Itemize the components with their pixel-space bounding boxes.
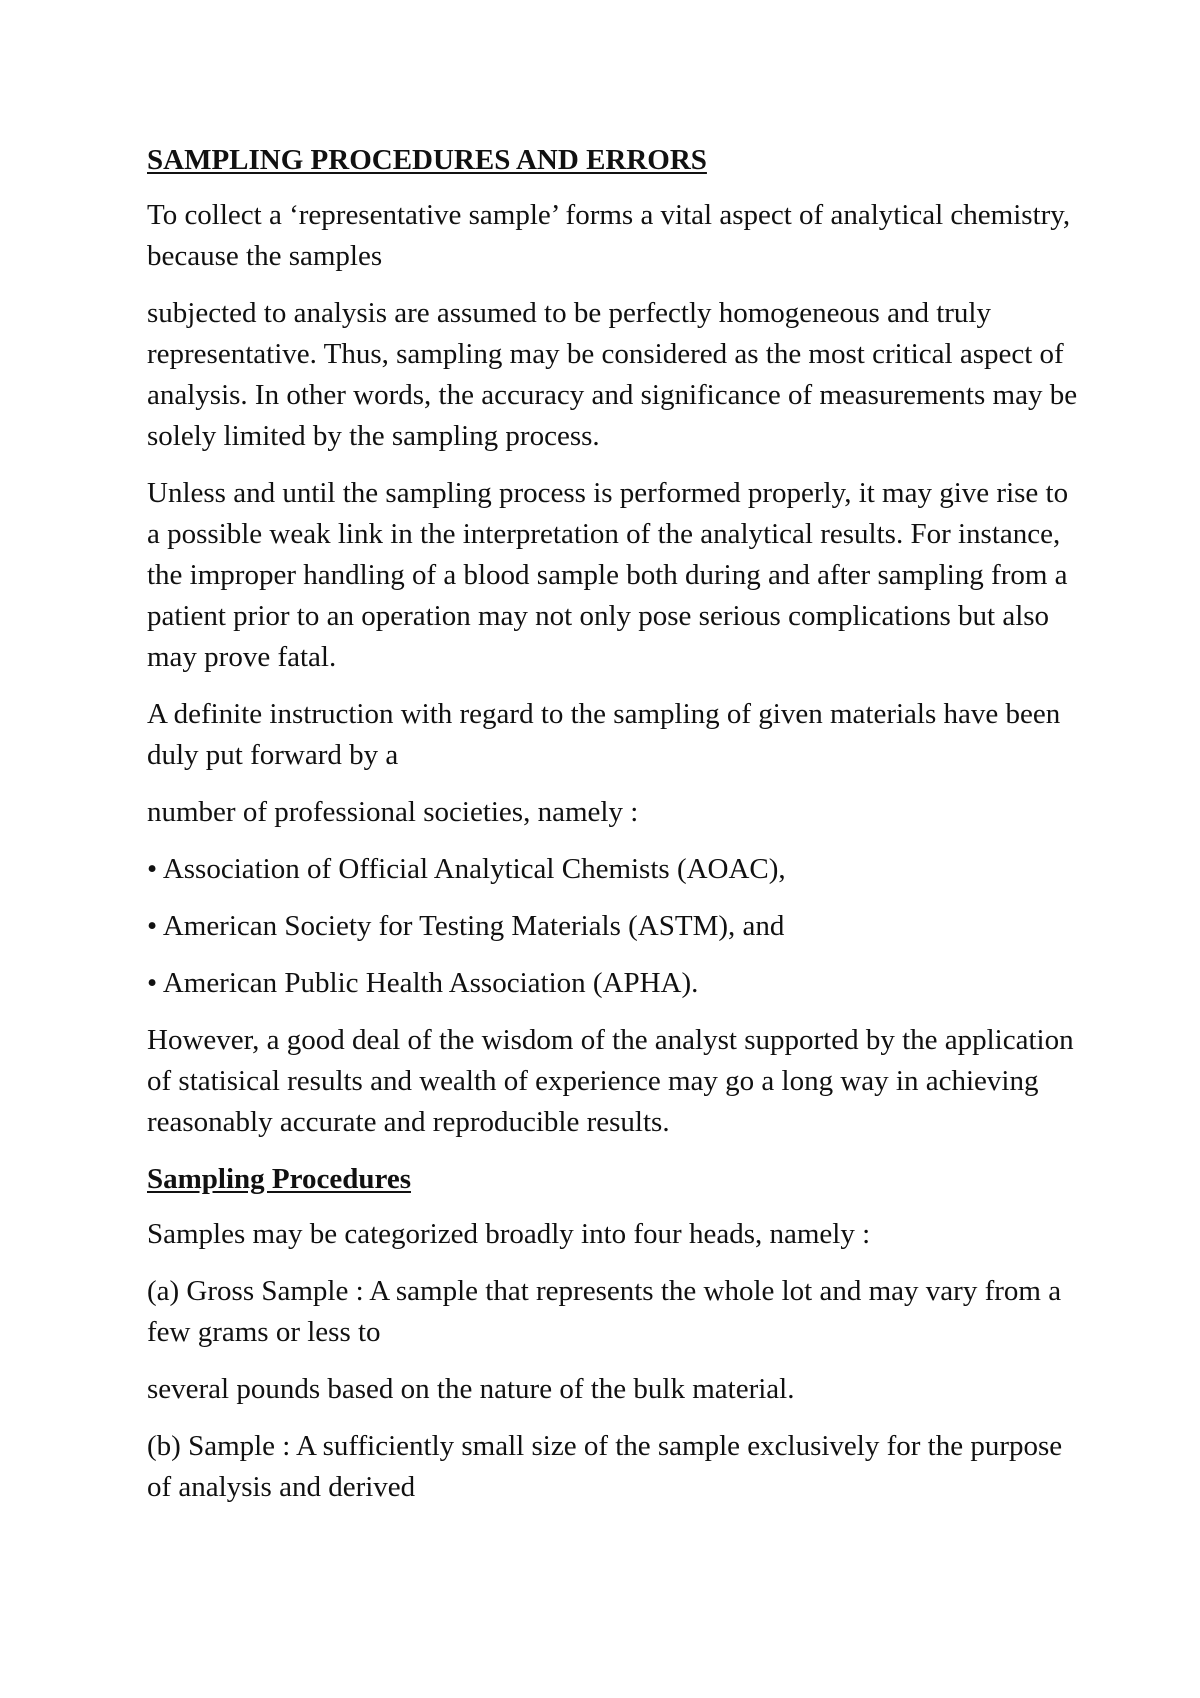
bullet-item-aoac (147, 849, 1082, 890)
paragraph-section-1: Samples may be categorized broadly into four heads, namely : (147, 1218, 871, 1250)
bullet-text: American Public Health Association (APHA). (162, 967, 699, 999)
paragraph-intro-2: subjected to analysis are assumed to be perfectly homogeneous and truly representative. Thus, sampling may be considered as the most critical aspect of analysis. In other words, the accuracy and significance of measurements may be solely limited by the sampling process. (147, 297, 1078, 452)
document-title: SAMPLING PROCEDURES AND ERRORS (147, 144, 707, 176)
bullet-item-astm (147, 906, 1082, 947)
document-page (147, 140, 1082, 1524)
paragraph-section-2: (a) Gross Sample : A sample that represents the whole lot and may vary from a few grams or less to (147, 1275, 1062, 1348)
bullet-text: Association of Official Analytical Chemists (AOAC), (162, 853, 786, 885)
bullet-icon: • (147, 910, 158, 942)
paragraph-intro-6: However, a good deal of the wisdom of the analyst supported by the application of statisical results and wealth of experience may go a long way in achieving reasonably accurate and reproducible results. (147, 1024, 1074, 1138)
section-heading: Sampling Procedures (147, 1163, 411, 1195)
paragraph-intro-4: A definite instruction with regard to the sampling of given materials have been duly put forward by a (147, 698, 1061, 771)
paragraph-intro-1: To collect a ‘representative sample’ forms a vital aspect of analytical chemistry, because the samples (147, 199, 1071, 272)
paragraph-intro-5: number of professional societies, namely : (147, 796, 639, 828)
paragraph-section-3: several pounds based on the nature of the bulk material. (147, 1373, 795, 1405)
paragraph-section-4: (b) Sample : A sufficiently small size of the sample exclusively for the purpose of analysis and derived (147, 1430, 1063, 1503)
bullet-text: American Society for Testing Materials (ASTM), and (162, 910, 785, 942)
bullet-item-apha (147, 963, 1082, 1004)
bullet-icon: • (147, 967, 158, 999)
paragraph-intro-3: Unless and until the sampling process is performed properly, it may give rise to a possible weak link in the interpretation of the analytical results. For instance, the improper handling of a blood sample both during and after sampling from a patient prior to an operation may not only pose serious complications but also may prove fatal. (147, 477, 1069, 673)
bullet-icon: • (147, 853, 158, 885)
